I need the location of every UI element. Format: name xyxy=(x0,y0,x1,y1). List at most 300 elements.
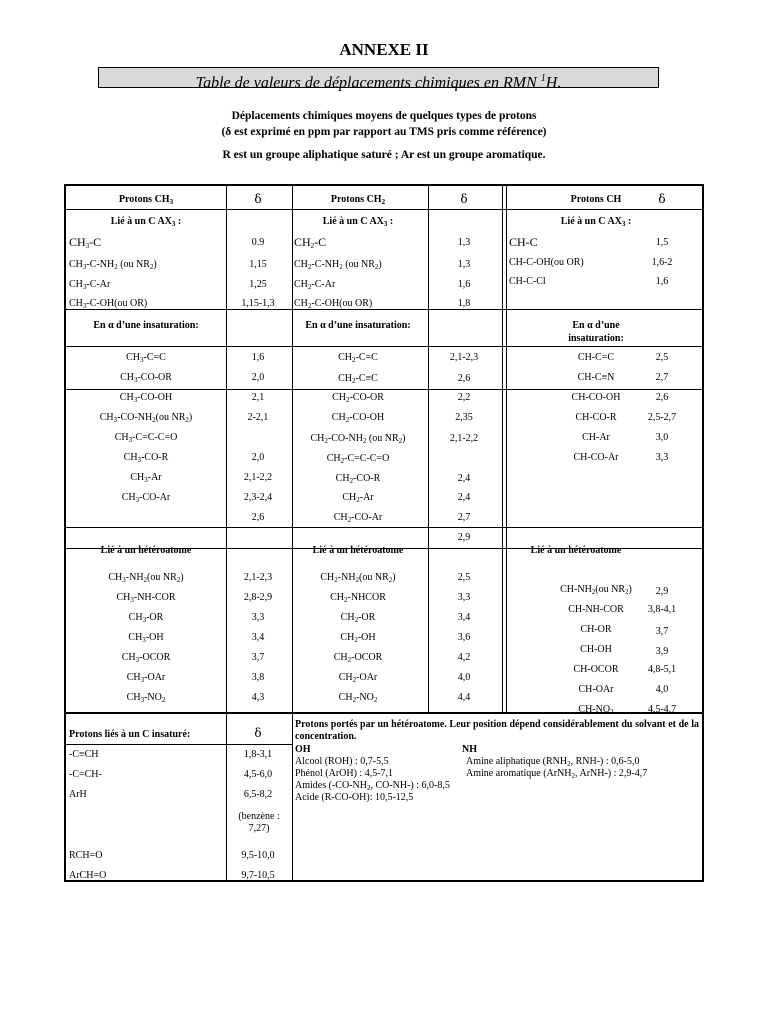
header-text: Protons CH xyxy=(570,194,622,205)
formula-text: CH xyxy=(330,592,345,603)
section-label-alpha: En α d’une insaturation: xyxy=(93,320,199,331)
formula-text: CH xyxy=(335,473,350,484)
ch2-alpha-delta-value: 2,6 xyxy=(457,373,471,384)
section-label-cax3 xyxy=(111,216,181,228)
ch3-hetero-formula xyxy=(122,652,171,664)
formula-text: -OR xyxy=(358,612,376,623)
ch3-cax3-formula xyxy=(69,259,157,271)
ch3-cax3-formula xyxy=(69,298,147,310)
column-divider xyxy=(506,186,507,712)
formula-subscript: 2 xyxy=(185,416,189,424)
ch3-alpha-formula xyxy=(122,492,171,504)
formula-text: CH-C≡N xyxy=(577,372,615,383)
row-divider xyxy=(66,346,702,347)
ch2-cax3-delta-value: 1,3 xyxy=(457,237,471,248)
formula-text: -OAr xyxy=(356,672,378,683)
ch2-cax3-formula xyxy=(294,279,335,291)
ch3-hetero-formula xyxy=(116,592,175,604)
formula-subscript: 3 xyxy=(128,436,133,444)
ch2-alpha-formula xyxy=(334,512,383,524)
ch2-alpha-delta-value: 2,2 xyxy=(457,392,471,403)
section-label-cax3 xyxy=(323,216,393,228)
section-text: Lié à un C AX xyxy=(322,216,384,227)
formula-subscript: 2 xyxy=(334,576,338,584)
formula-text: CH xyxy=(310,433,325,444)
formula-subscript: 2 xyxy=(347,516,352,524)
oh-title: OH xyxy=(295,744,311,755)
ch-alpha-formula xyxy=(572,392,621,404)
formula-subscript: 3 xyxy=(140,696,145,704)
ch3-cax3-delta-value: 0.9 xyxy=(251,237,265,248)
formula-subscript: 2 xyxy=(352,696,357,704)
sub: 2 xyxy=(571,772,576,780)
section-label-hetero: Lié à un hétéroatome xyxy=(312,545,404,556)
section-text: : xyxy=(625,216,632,227)
ch3-hetero-delta-value: 2,8-2,9 xyxy=(243,592,273,603)
ch2-alpha-delta-value: 2,4 xyxy=(457,473,471,484)
intro-line-3: R est un groupe aliphatique saturé ; Ar est un groupe aromatique. xyxy=(222,149,546,161)
formula-text: (ou NR xyxy=(595,584,626,595)
formula-subscript: 3 xyxy=(133,396,138,404)
formula-subscript: 2 xyxy=(310,242,315,250)
formula-subscript: 2 xyxy=(340,457,345,465)
ch-alpha-delta-value: 2,6 xyxy=(655,392,669,403)
formula-text: -CO-NH xyxy=(327,433,363,444)
formula-text: -C xyxy=(89,235,102,249)
formula-text: -NO xyxy=(144,692,162,703)
ch3-alpha-formula xyxy=(115,432,178,444)
ch3-cax3-formula xyxy=(69,279,110,291)
ch2-hetero-formula xyxy=(330,592,386,604)
unsaturated-delta-value: 1,8-3,1 xyxy=(243,749,273,760)
section-text: Lié à un C AX xyxy=(110,216,172,227)
unsaturated-label: ArCH=O xyxy=(69,870,107,881)
formula-text: -NH xyxy=(337,572,356,583)
formula-text: CH-CO-R xyxy=(575,412,617,423)
delta-header: δ xyxy=(658,192,666,206)
text: , CO-NH-) : 6,0-8,5 xyxy=(370,780,450,791)
formula-text: -NH-COR xyxy=(133,592,176,603)
formula-text: -OAr xyxy=(144,672,166,683)
formula-text: ) xyxy=(153,259,157,270)
header-text: Protons CH xyxy=(330,194,382,205)
delta-header: δ xyxy=(254,192,262,206)
oh-item: Alcool (ROH) : 0,7-5,5 xyxy=(295,756,389,767)
formula-text: ) xyxy=(402,433,406,444)
formula-subscript: 2 xyxy=(352,356,356,364)
formula-text: CH-C xyxy=(509,235,538,249)
ch3-alpha-delta-value: 2,3-2,4 xyxy=(243,492,273,503)
ch2-cax3-formula xyxy=(294,259,382,271)
shift-table xyxy=(64,184,704,882)
formula-subscript: 3 xyxy=(140,356,144,364)
formula-text: CH xyxy=(338,352,353,363)
page-title: ANNEXE II xyxy=(339,40,429,59)
section-text: : xyxy=(175,216,182,227)
section-label-alpha: insaturation: xyxy=(568,333,624,344)
ch2-alpha-delta-value: 2,9 xyxy=(457,532,471,543)
formula-subscript: 2 xyxy=(307,302,312,310)
sub: 2 xyxy=(567,760,571,768)
formula-text: CH xyxy=(126,352,141,363)
formula-text: ) xyxy=(378,259,382,270)
ch3-cax3-formula xyxy=(69,236,101,248)
formula-subscript: 2 xyxy=(349,477,354,485)
ch-hetero-delta-value: 3,9 xyxy=(655,646,669,657)
section-text: Lié à un C AX xyxy=(560,216,622,227)
formula-text: -NO xyxy=(356,692,374,703)
formula-text: CH xyxy=(126,672,141,683)
row-divider xyxy=(66,309,702,310)
ch2-alpha-formula xyxy=(338,352,378,364)
unsaturated-delta-value: 4,5-6,0 xyxy=(243,769,273,780)
formula-text: -OCOR xyxy=(351,652,383,663)
formula-subscript: 2 xyxy=(352,377,356,385)
formula-subscript: 2 xyxy=(347,656,352,664)
formula-text: CH xyxy=(331,412,346,423)
ch2-hetero-formula xyxy=(320,572,395,584)
ch3-hetero-formula xyxy=(129,612,164,624)
text: , RNH-) : 0,6-5,0 xyxy=(570,756,640,767)
ch3-hetero-delta-value: 3,4 xyxy=(251,632,265,643)
formula-text: CH xyxy=(130,472,145,483)
oh-item: Phénol (ArOH) : 4,5-7,1 xyxy=(295,768,394,779)
table-title-sup: 1 xyxy=(540,73,546,84)
formula-text: CH-CO-Ar xyxy=(573,452,619,463)
formula-subscript: 3 xyxy=(142,616,147,624)
ch-hetero-formula xyxy=(580,644,612,656)
formula-subscript: 2 xyxy=(373,696,378,704)
intro-line-1: Déplacements chimiques moyens de quelques types de protons xyxy=(231,110,537,122)
ch2-cax3-delta-value: 1,8 xyxy=(457,298,471,309)
formula-text: -CO-OH xyxy=(349,412,385,423)
ch2-alpha-formula xyxy=(327,453,390,465)
delta-header: δ xyxy=(460,192,468,206)
ch-hetero-delta-value: 3,7 xyxy=(655,626,669,637)
formula-text: ) xyxy=(392,572,396,583)
ch3-cax3-delta-value: 1,15-1,3 xyxy=(241,298,275,309)
ch-hetero-formula xyxy=(580,624,611,636)
ch3-alpha-delta-value: 2,6 xyxy=(251,512,265,523)
formula-text: CH xyxy=(126,692,141,703)
formula-text: CH xyxy=(332,392,346,403)
formula-text: -CO-OR xyxy=(137,372,172,383)
ch-alpha-formula xyxy=(578,372,615,384)
formula-subscript: 2 xyxy=(354,616,359,624)
ch-hetero-formula xyxy=(579,684,614,696)
formula-text: CH-OR xyxy=(580,624,612,635)
formula-text: CH xyxy=(128,632,143,643)
ch-alpha-delta-value: 3,3 xyxy=(655,452,669,463)
column-header-ch xyxy=(571,194,622,206)
formula-text: CH xyxy=(69,279,83,290)
ch3-alpha-formula xyxy=(130,472,161,484)
formula-text: -C=C-C=O xyxy=(344,453,390,464)
formula-text: CH xyxy=(340,632,355,643)
formula-text: -CO-NH xyxy=(117,412,153,423)
formula-text: -CO-OR xyxy=(349,392,384,403)
formula-subscript: 2 xyxy=(355,576,360,584)
ch-hetero-delta-value: 4,5-4,7 xyxy=(647,704,677,715)
ch3-alpha-delta-value: 2-2,1 xyxy=(247,412,269,423)
section-label-hetero: Lié à un hétéroatome xyxy=(530,545,622,556)
formula-text: CH xyxy=(320,572,335,583)
text: Amine aliphatique (RNH xyxy=(466,756,568,767)
formula-text: ) xyxy=(188,412,193,423)
ch-hetero-formula xyxy=(568,604,624,616)
ch3-alpha-formula xyxy=(126,352,166,364)
formula-subscript: 3 xyxy=(130,596,134,604)
ch3-alpha-formula xyxy=(120,392,172,404)
formula-text: (ou NR xyxy=(155,412,186,423)
ch3-alpha-formula xyxy=(124,452,169,464)
table-title: Table de valeurs de déplacements chimiques en RMN xyxy=(195,74,537,92)
formula-subscript: 2 xyxy=(324,437,328,445)
formula-text: CH xyxy=(69,235,86,249)
formula-subscript: 2 xyxy=(591,588,596,596)
ch-alpha-delta-value: 3,0 xyxy=(655,432,669,443)
formula-text: -C-OH(ou OR) xyxy=(86,298,148,309)
formula-text: -CO-OH xyxy=(137,392,173,403)
formula-text: CH xyxy=(338,373,353,384)
unsaturated-delta-value: 6,5-8,2 xyxy=(243,789,273,800)
ch2-alpha-delta-value: 2,7 xyxy=(457,512,471,523)
formula-text: CH xyxy=(120,372,134,383)
ch2-alpha-delta-value: 2,1-2,2 xyxy=(449,433,479,444)
formula-text: -C-NH xyxy=(311,259,340,270)
ch3-alpha-delta-value: 2,1-2,2 xyxy=(243,472,273,483)
formula-text: CH xyxy=(123,452,138,463)
ch2-alpha-formula xyxy=(332,392,384,404)
formula-text: -C=C-C=O xyxy=(132,432,178,443)
row-divider xyxy=(66,389,702,390)
formula-text: CH xyxy=(99,412,114,423)
section-label-alpha: En α d’une xyxy=(572,320,620,331)
column-divider xyxy=(502,186,503,712)
ch2-cax3-formula xyxy=(294,236,326,248)
ch-hetero-delta-value: 2,9 xyxy=(655,586,669,597)
formula-subscript: 2 xyxy=(152,416,156,424)
formula-text: CH-C-Cl xyxy=(509,276,546,287)
formula-subscript: 2 xyxy=(339,263,343,271)
ch-hetero-formula xyxy=(560,584,632,596)
ch2-hetero-delta-value: 4,4 xyxy=(457,692,471,703)
ch3-hetero-delta-value: 4,3 xyxy=(251,692,265,703)
formula-subscript: 2 xyxy=(356,496,360,504)
formula-text: -NH xyxy=(125,572,144,583)
formula-text: -CO-Ar xyxy=(139,492,171,503)
formula-subscript: 3 xyxy=(140,676,145,684)
formula-text: CH xyxy=(294,235,311,249)
formula-text: (ou NR xyxy=(342,259,375,270)
ch3-hetero-delta-value: 3,8 xyxy=(251,672,265,683)
ch-hetero-formula xyxy=(578,704,613,716)
ch2-alpha-formula xyxy=(338,373,378,385)
formula-subscript: 3 xyxy=(82,263,87,271)
formula-subscript: 3 xyxy=(135,656,140,664)
formula-subscript: 3 xyxy=(82,302,87,310)
ch2-hetero-formula xyxy=(341,612,376,624)
formula-text: -C-Ar xyxy=(311,279,336,290)
ch2-alpha-formula xyxy=(342,492,373,504)
formula-text: -NHCOR xyxy=(347,592,386,603)
formula-subscript: 2 xyxy=(625,588,629,596)
formula-text: ) xyxy=(628,584,632,595)
bottom-left-delta: δ xyxy=(254,726,262,740)
sub: 2 xyxy=(366,784,371,792)
header-subscript: 3 xyxy=(169,198,174,206)
formula-subscript: 2 xyxy=(345,416,350,424)
header-text: Protons CH xyxy=(118,194,170,205)
ch-alpha-formula xyxy=(578,352,614,364)
formula-text: -CO-Ar xyxy=(351,512,383,523)
formula-text: CH xyxy=(108,572,123,583)
formula-text: -CO-R xyxy=(141,452,169,463)
formula-subscript: 3 xyxy=(142,636,146,644)
text: Amides (-CO-NH xyxy=(295,780,367,791)
formula-text: CH-NH xyxy=(560,584,592,595)
column-header-ch3 xyxy=(119,194,173,206)
nh-item xyxy=(466,756,639,768)
ch2-cax3-formula xyxy=(294,298,372,310)
formula-text: CH-C-OH(ou OR) xyxy=(509,257,584,268)
section-label-hetero: Lié à un hétéroatome xyxy=(100,545,192,556)
unsaturated-delta-value: 9,5-10,0 xyxy=(241,850,275,861)
text: , ArNH-) : 2,9-4,7 xyxy=(575,768,648,779)
ch-cax3-formula xyxy=(509,276,546,288)
ch2-hetero-delta-value: 3,3 xyxy=(457,592,471,603)
formula-text: CH xyxy=(294,279,308,290)
formula-text: CH-OCOR xyxy=(573,664,619,675)
ch2-alpha-formula xyxy=(332,412,384,424)
ch3-hetero-formula xyxy=(128,632,163,644)
hetero-protons-header: Protons portés par un hétéroatome. Leur position dépend considérablement du solvant et de la concentration. xyxy=(295,719,699,742)
column-divider xyxy=(292,712,293,880)
formula-subscript: 2 xyxy=(362,437,367,445)
unsaturated-label: RCH=O xyxy=(69,850,103,861)
text: Amine aromatique (ArNH xyxy=(466,768,572,779)
ch3-alpha-formula xyxy=(100,412,192,424)
formula-text: -C-NH xyxy=(86,259,115,270)
ch2-cax3-delta-value: 1,6 xyxy=(457,279,471,290)
formula-text: CH xyxy=(340,612,355,623)
header-subscript: 2 xyxy=(381,198,386,206)
section-label-alpha: En α d’une insaturation: xyxy=(305,320,411,331)
unsaturated-label: ArH xyxy=(69,789,87,800)
column-divider xyxy=(428,186,429,712)
ch-alpha-formula xyxy=(574,452,619,464)
formula-text: -CO-R xyxy=(353,473,381,484)
ch2-hetero-delta-value: 2,5 xyxy=(457,572,471,583)
row-divider xyxy=(66,527,702,528)
column-divider xyxy=(226,186,227,712)
formula-text: CH xyxy=(338,692,353,703)
ch-hetero-formula xyxy=(573,664,618,676)
ch-cax3-formula xyxy=(509,236,538,248)
ch2-hetero-formula xyxy=(339,692,378,704)
ch-hetero-delta-value: 3,8-4,1 xyxy=(647,604,677,615)
formula-subscript: 2 xyxy=(398,437,403,445)
formula-text: CH-OH xyxy=(580,644,612,655)
ch2-hetero-delta-value: 4,2 xyxy=(457,652,471,663)
ch2-alpha-delta-value: 2,4 xyxy=(457,492,471,503)
intro-line-2: (δ est exprimé en ppm par rapport au TMS pris comme référence) xyxy=(221,126,547,138)
table-title-end: H. xyxy=(545,74,562,92)
row-divider xyxy=(66,209,702,210)
formula-text: (ou NR xyxy=(366,433,399,444)
formula-text: -OH xyxy=(145,632,164,643)
formula-text: CH-CO-OH xyxy=(571,392,621,403)
ch2-hetero-delta-value: 3,4 xyxy=(457,612,471,623)
ch2-hetero-formula xyxy=(340,632,375,644)
ch2-hetero-delta-value: 4,0 xyxy=(457,672,471,683)
formula-text: CH-NH-COR xyxy=(568,604,624,615)
formula-subscript: 2 xyxy=(307,283,312,291)
ch2-hetero-formula xyxy=(339,672,378,684)
formula-subscript: 3 xyxy=(133,376,138,384)
section-subscript: 3 xyxy=(383,220,388,228)
ch2-alpha-delta-value: 2,1-2,3 xyxy=(449,352,479,363)
formula-text: -C≡C xyxy=(355,373,378,384)
unsaturated-delta-value: 9,7-10,5 xyxy=(241,870,275,881)
formula-text: CH xyxy=(69,259,83,270)
formula-subscript: 2 xyxy=(114,263,118,271)
column-divider xyxy=(292,186,293,712)
formula-text: -C-OH(ou OR) xyxy=(311,298,373,309)
nh-item xyxy=(466,768,647,780)
formula-text: CH xyxy=(69,298,83,309)
formula-subscript: 3 xyxy=(144,476,148,484)
formula-subscript: 2 xyxy=(345,396,350,404)
formula-subscript: 2 xyxy=(352,676,357,684)
formula-text: (ou NR xyxy=(359,572,389,583)
formula-subscript: 3 xyxy=(113,416,118,424)
ch2-alpha-formula xyxy=(336,473,381,485)
formula-text: -OH xyxy=(357,632,376,643)
formula-subscript: 2 xyxy=(149,263,154,271)
formula-subscript: 3 xyxy=(135,496,140,504)
ch3-alpha-delta-value: 2,0 xyxy=(251,452,265,463)
ch3-hetero-formula xyxy=(127,692,166,704)
ch2-alpha-formula xyxy=(311,433,406,445)
formula-text: -C=C xyxy=(355,352,378,363)
ch-alpha-delta-value: 2,5 xyxy=(655,352,669,363)
formula-text: -OR xyxy=(146,612,164,623)
formula-text: CH-Ar xyxy=(582,432,610,443)
formula-text: (ou NR xyxy=(117,259,150,270)
ch3-alpha-delta-value: 2,0 xyxy=(251,372,265,383)
formula-subscript: 2 xyxy=(176,576,181,584)
formula-subscript: 3 xyxy=(137,456,142,464)
ch3-hetero-delta-value: 3,7 xyxy=(251,652,265,663)
ch3-cax3-delta-value: 1,15 xyxy=(249,259,267,270)
ch2-hetero-formula xyxy=(334,652,383,664)
formula-text: ) xyxy=(180,572,184,583)
section-subscript: 3 xyxy=(621,220,626,228)
ch-hetero-delta-value: 4,0 xyxy=(655,684,669,695)
ch2-cax3-delta-value: 1,3 xyxy=(457,259,471,270)
unsaturated-label: -C=CH- xyxy=(69,769,102,780)
ch-cax3-delta-value: 1,6-2 xyxy=(651,257,673,268)
nh-title: NH xyxy=(462,744,477,755)
ch2-alpha-delta-value: 2,35 xyxy=(455,412,473,423)
ch-cax3-formula xyxy=(509,257,584,269)
ch-cax3-delta-value: 1,6 xyxy=(655,276,669,287)
ch3-cax3-delta-value: 1,25 xyxy=(249,279,267,290)
ch3-alpha-formula xyxy=(120,372,172,384)
formula-text: CH xyxy=(342,492,357,503)
formula-text: CH xyxy=(338,672,353,683)
